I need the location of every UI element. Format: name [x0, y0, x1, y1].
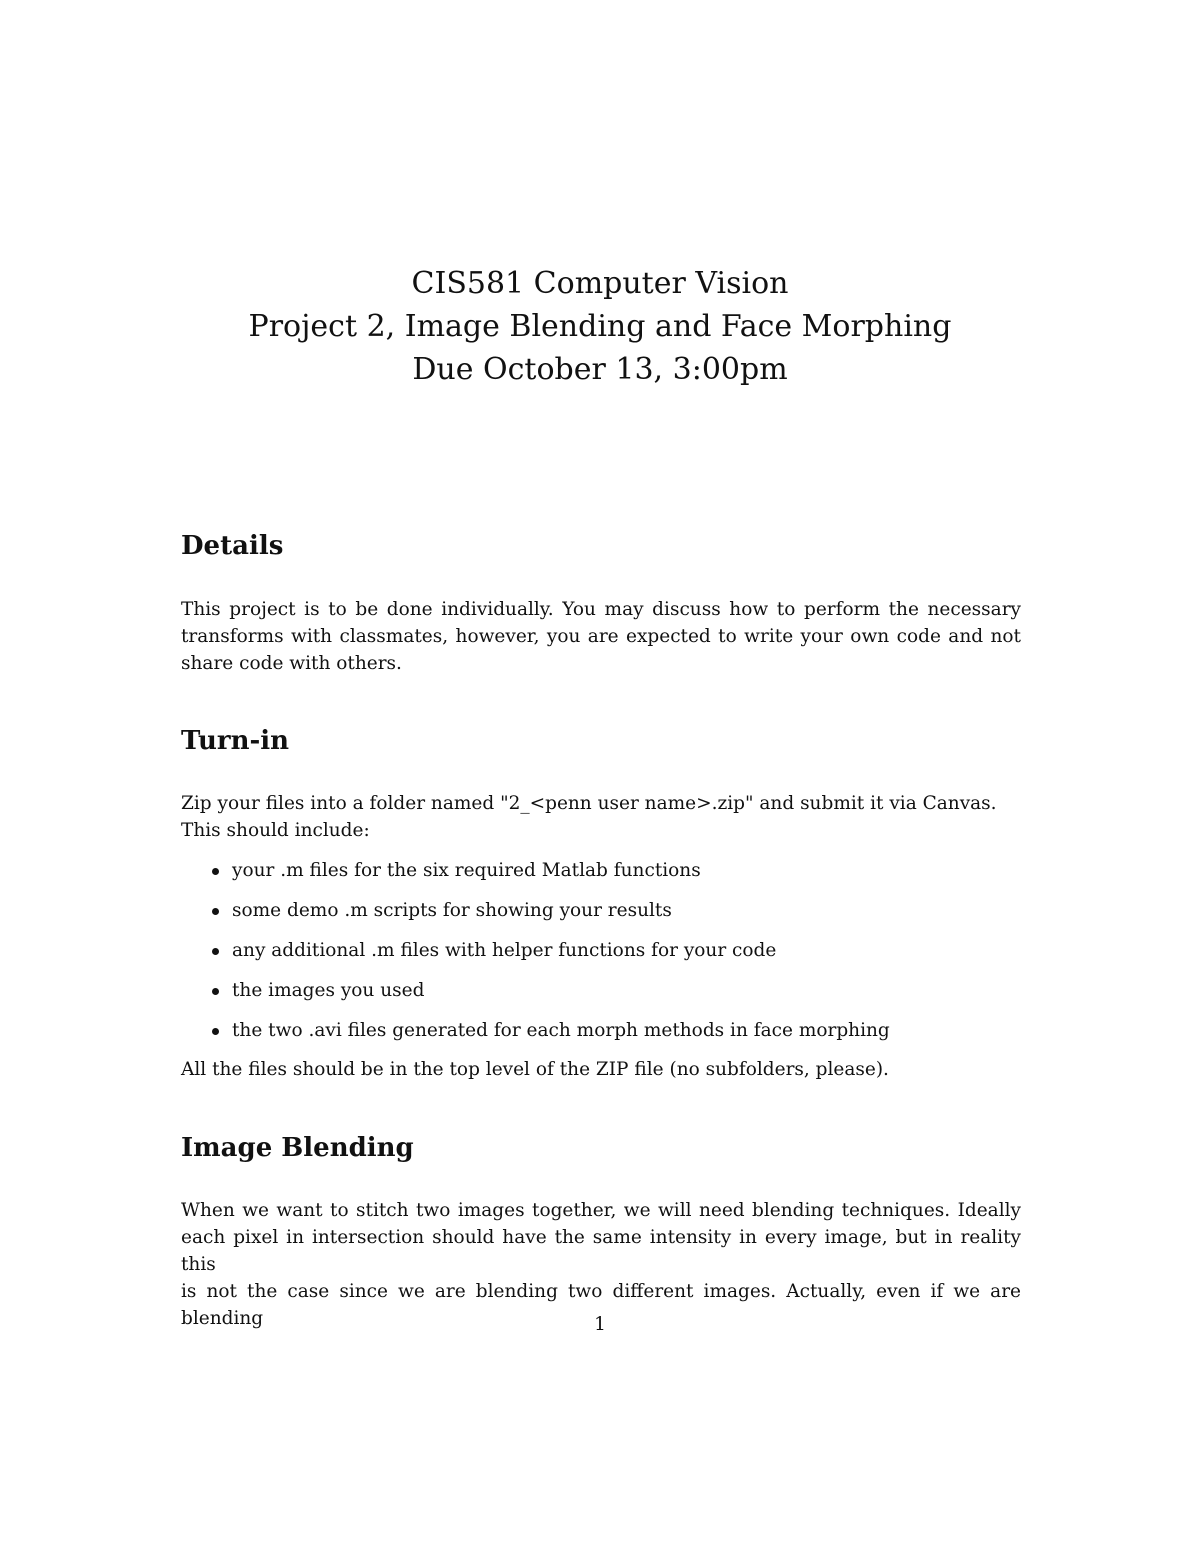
document-title — [0, 262, 1200, 391]
project-title: Project 2, Image Blending and Face Morphing — [248, 309, 952, 344]
list-item-text: any additional .m files with helper functions for your code — [232, 940, 777, 961]
turnin-closing: All the files should be in the top level of the ZIP file (no subfolders, please). — [181, 1059, 889, 1080]
bullet-icon — [212, 868, 219, 875]
list-item-text: the images you used — [232, 980, 425, 1001]
turnin-list — [212, 857, 890, 1057]
details-line: This project is to be done individually. You may discuss how to perform the necessary — [181, 599, 1021, 620]
image-blending-line: each pixel in intersection should have the same intensity in every image, but in reality this — [181, 1227, 1021, 1275]
list-item-text: some demo .m scripts for showing your results — [232, 900, 672, 921]
image-blending-line: When we want to stitch two images together, we will need blending techniques. Ideally — [181, 1200, 1021, 1221]
bullet-icon — [212, 1028, 219, 1035]
details-line: share code with others. — [181, 653, 402, 674]
details-line: transforms with classmates, however, you are expected to write your own code and not — [181, 626, 1021, 647]
turnin-heading: Turn-in — [181, 726, 290, 756]
turnin-intro — [181, 790, 1021, 844]
details-heading: Details — [181, 531, 284, 561]
list-item — [212, 897, 890, 937]
bullet-icon — [212, 988, 219, 995]
course-title: CIS581 Computer Vision — [411, 266, 789, 301]
page-number: 1 — [594, 1314, 606, 1335]
details-paragraph — [181, 596, 1021, 677]
list-item — [212, 1017, 890, 1057]
list-item — [212, 977, 890, 1017]
due-date: Due October 13, 3:00pm — [412, 352, 788, 387]
image-blending-heading: Image Blending — [181, 1133, 414, 1163]
bullet-icon — [212, 908, 219, 915]
list-item — [212, 857, 890, 897]
list-item-text: the two .avi files generated for each morph methods in face morphing — [232, 1020, 890, 1041]
bullet-icon — [212, 948, 219, 955]
turnin-intro-line: Zip your files into a folder named "2_<penn user name>.zip" and submit it via Canvas. — [181, 793, 997, 814]
list-item-text: your .m files for the six required Matlab functions — [232, 860, 701, 881]
image-blending-paragraph — [181, 1197, 1021, 1332]
list-item — [212, 937, 890, 977]
turnin-intro-line: This should include: — [181, 820, 370, 841]
image-blending-line: is not the case since we are blending two different images. Actually, even if we are blending — [181, 1281, 1021, 1329]
